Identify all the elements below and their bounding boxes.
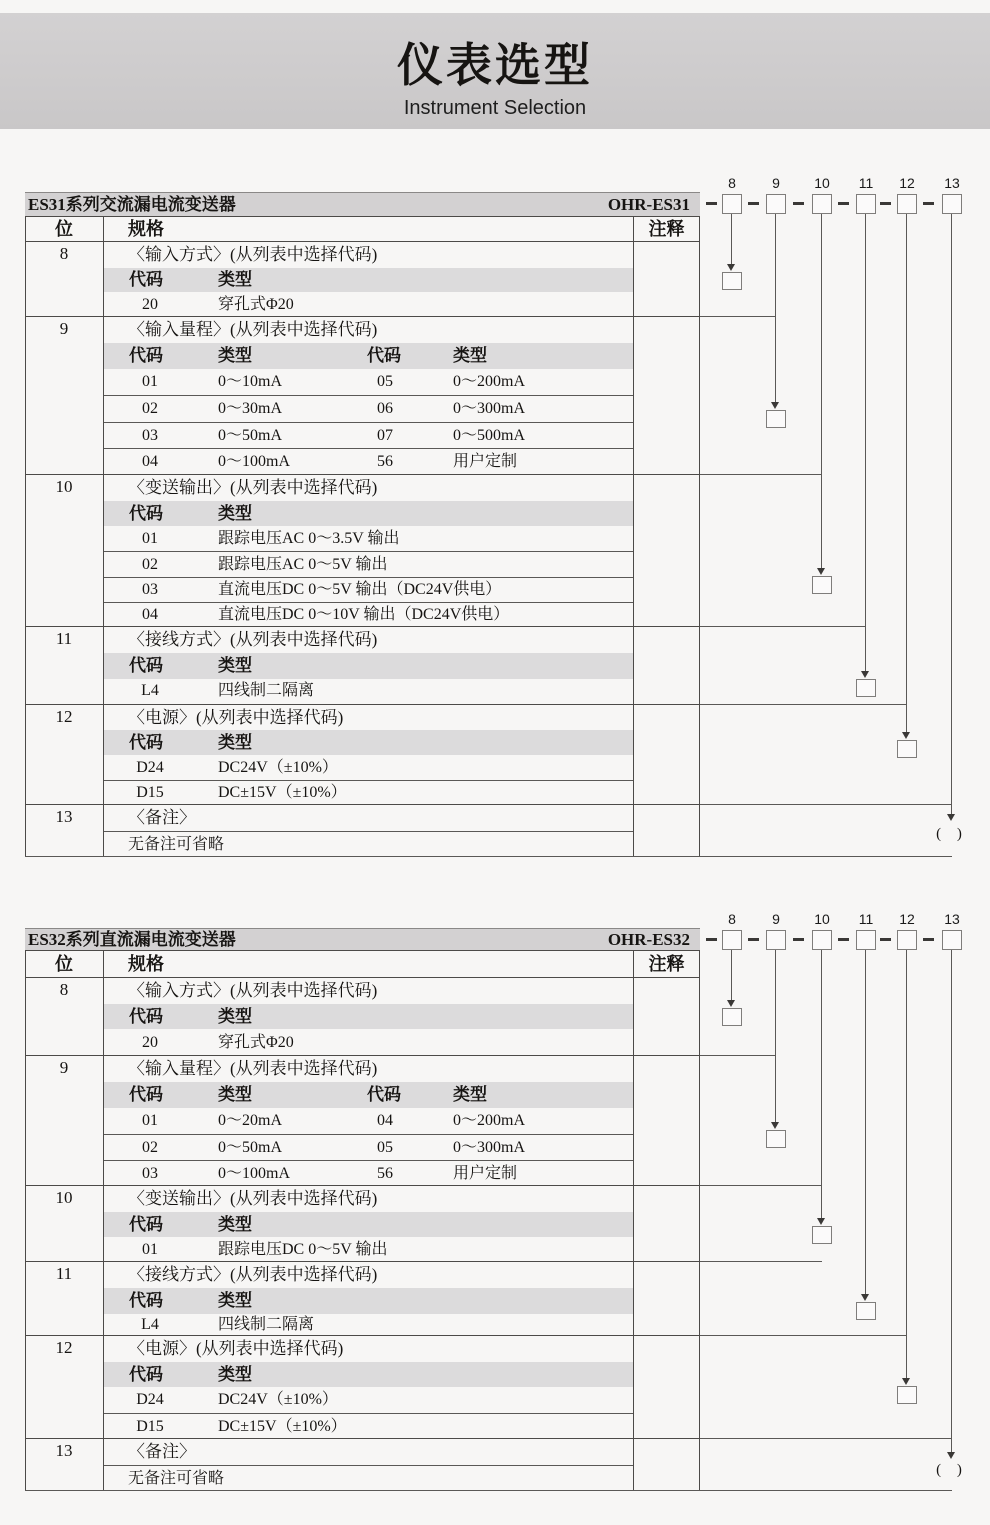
dash-separator <box>793 202 804 205</box>
connector-line <box>700 704 907 705</box>
target-box-8 <box>722 272 742 290</box>
connector-line <box>700 316 776 317</box>
table-row <box>25 704 700 805</box>
row-pos: 13 <box>55 1441 73 1460</box>
option-row <box>103 602 633 628</box>
code-value: 01 <box>142 1112 158 1129</box>
type-value: 0～200mA <box>453 1112 526 1129</box>
code-header-band <box>103 268 633 292</box>
code-col-header: 代码 <box>129 346 163 365</box>
row-label: 〈接线方式〉(从列表中选择代码) <box>128 1265 378 1284</box>
target-box-8 <box>722 1008 742 1026</box>
option-row <box>103 448 633 476</box>
code-box-10 <box>812 930 832 950</box>
code-box-11 <box>856 194 876 214</box>
table-title-bar <box>25 192 700 217</box>
type-value: 跟踪电压AC 0～5V 输出 <box>218 556 388 573</box>
connector-line <box>821 950 822 1219</box>
table-row <box>25 474 700 627</box>
arrow-down-icon <box>947 1452 955 1459</box>
code-header-band <box>103 343 633 369</box>
connector-line <box>906 950 907 1379</box>
connector-line <box>775 214 776 403</box>
row-label: 〈输入量程〉(从列表中选择代码) <box>128 1059 378 1078</box>
code-digit-10: 10 <box>814 175 830 191</box>
code-value: 05 <box>377 373 393 390</box>
row-pos: 13 <box>55 807 73 826</box>
code-col-header: 代码 <box>129 1007 163 1026</box>
type-col-header: 类型 <box>218 1365 252 1384</box>
arrow-down-icon <box>861 671 869 678</box>
row-label: 〈输入方式〉(从列表中选择代码) <box>128 981 378 1000</box>
code-header-band <box>103 730 633 755</box>
code-box-13 <box>942 930 962 950</box>
code-value: 01 <box>142 373 158 390</box>
option-row <box>103 1160 633 1187</box>
connector-line <box>700 804 952 805</box>
es31-selection-table <box>25 175 968 892</box>
row-pos: 11 <box>55 1264 73 1283</box>
row-label: 〈输入方式〉(从列表中选择代码) <box>128 245 378 264</box>
code-value: 02 <box>142 556 158 573</box>
option-row <box>103 577 633 603</box>
row-label: 〈电源〉(从列表中选择代码) <box>128 708 344 727</box>
code-value: L4 <box>141 682 159 699</box>
option-row <box>103 780 633 806</box>
code-header-band <box>103 1082 633 1108</box>
code-value: L4 <box>141 1316 159 1333</box>
code-header-band <box>103 1004 633 1029</box>
row-pos: 8 <box>59 980 69 999</box>
table-row <box>25 626 700 705</box>
arrow-down-icon <box>902 732 910 739</box>
code-value: 04 <box>142 453 158 470</box>
option-row <box>103 422 633 449</box>
code-value: D24 <box>136 1391 164 1408</box>
row-pos: 9 <box>59 319 69 338</box>
type-value: 0～300mA <box>453 400 526 417</box>
code-box-9 <box>766 930 786 950</box>
table-bottom-line <box>25 1490 952 1491</box>
pos-col-header: 位 <box>55 219 73 239</box>
option-row <box>103 1413 633 1440</box>
connector-line <box>951 214 952 814</box>
option-row <box>103 551 633 578</box>
code-value: 56 <box>377 453 393 470</box>
table-row <box>25 804 700 857</box>
row-label: 〈电源〉(从列表中选择代码) <box>128 1339 344 1358</box>
type-col-header: 类型 <box>218 656 252 675</box>
option-row <box>103 679 633 705</box>
dash-separator <box>706 202 717 205</box>
table-bottom-line <box>25 856 952 857</box>
arrow-down-icon <box>817 1218 825 1225</box>
type-value: 0～50mA <box>218 427 283 444</box>
option-row <box>103 1237 633 1262</box>
option-row <box>103 1465 633 1492</box>
code-digit-11: 11 <box>858 911 874 927</box>
type-value: 直流电压DC 0～10V 输出（DC24V供电） <box>218 606 510 623</box>
code-value: D15 <box>136 1418 164 1435</box>
table-row <box>25 241 700 317</box>
table-row <box>25 1185 700 1262</box>
code-col-header: 代码 <box>129 1365 163 1384</box>
option-row <box>103 395 633 423</box>
connector-line <box>700 1261 822 1262</box>
connector-line <box>700 1438 952 1439</box>
option-row <box>103 1134 633 1161</box>
dash-separator <box>923 938 934 941</box>
code-value: 03 <box>142 427 158 444</box>
option-row <box>103 755 633 780</box>
type-value: 穿孔式Φ20 <box>218 296 294 313</box>
row-pos: 12 <box>55 707 73 726</box>
dash-separator <box>880 938 891 941</box>
row-label: 〈变送输出〉(从列表中选择代码) <box>128 1189 378 1208</box>
note-value: 无备注可省略 <box>128 1470 225 1487</box>
connector-line <box>821 214 822 569</box>
divider <box>25 951 26 1490</box>
divider <box>103 951 104 1490</box>
code-box-10 <box>812 194 832 214</box>
divider <box>699 951 700 1490</box>
code-col-header: 代码 <box>367 1085 401 1104</box>
connector-line <box>951 950 952 1452</box>
arrow-down-icon <box>771 1122 779 1129</box>
code-header-band <box>103 1362 633 1387</box>
code-value: 01 <box>142 530 158 547</box>
table-row <box>25 1261 700 1336</box>
code-col-header: 代码 <box>129 1085 163 1104</box>
dash-separator <box>793 938 804 941</box>
series-title: ES32系列直流漏电流变送器 <box>28 930 236 949</box>
type-value: 直流电压DC 0～5V 输出（DC24V供电） <box>218 581 502 598</box>
type-value: 0～30mA <box>218 400 283 417</box>
type-value: 用户定制 <box>453 453 518 470</box>
connector-line <box>700 1335 907 1336</box>
dash-separator <box>748 202 759 205</box>
code-box-8 <box>722 930 742 950</box>
connector-line <box>775 950 776 1123</box>
code-value: 04 <box>377 1112 393 1129</box>
divider <box>633 951 634 1490</box>
connector-line <box>700 626 866 627</box>
option-row <box>103 831 633 858</box>
type-value: 0～10mA <box>218 373 283 390</box>
remark-parens: ( ) <box>936 1462 968 1478</box>
type-value: 四线制二隔离 <box>218 1316 315 1333</box>
code-header-band <box>103 653 633 679</box>
type-value: 四线制二隔离 <box>218 682 315 699</box>
type-value: DC24V（±10%） <box>218 1391 338 1408</box>
table-row <box>25 1438 700 1491</box>
code-value: 02 <box>142 400 158 417</box>
option-row <box>103 1387 633 1413</box>
type-value: DC±15V（±10%） <box>218 1418 347 1435</box>
type-value: 0～500mA <box>453 427 526 444</box>
type-col-header: 类型 <box>453 346 487 365</box>
divider <box>25 217 26 856</box>
type-col-header: 类型 <box>218 504 252 523</box>
type-value: 用户定制 <box>453 1165 518 1182</box>
target-box-9 <box>766 1130 786 1148</box>
target-box-10 <box>812 1226 832 1244</box>
dash-separator <box>880 202 891 205</box>
code-col-header: 代码 <box>129 1291 163 1310</box>
page-title: 仪表选型 <box>397 39 593 91</box>
column-header-row <box>25 217 700 241</box>
target-box-11 <box>856 679 876 697</box>
arrow-down-icon <box>817 568 825 575</box>
target-box-12 <box>897 740 917 758</box>
code-col-header: 代码 <box>129 1215 163 1234</box>
table-row <box>25 316 700 475</box>
type-col-header: 类型 <box>218 733 252 752</box>
target-box-9 <box>766 410 786 428</box>
note-value: 无备注可省略 <box>128 836 225 853</box>
row-pos: 9 <box>59 1058 69 1077</box>
code-header-band <box>103 1288 633 1314</box>
page-header-banner <box>0 13 990 129</box>
connector-line <box>731 214 732 265</box>
row-label: 〈备注〉 <box>128 808 196 827</box>
connector-line <box>906 214 907 733</box>
code-col-header: 代码 <box>129 504 163 523</box>
code-col-header: 代码 <box>129 270 163 289</box>
row-pos: 10 <box>55 477 73 496</box>
row-pos: 11 <box>55 629 73 648</box>
target-box-11 <box>856 1302 876 1320</box>
target-box-10 <box>812 576 832 594</box>
code-value: 20 <box>142 1034 158 1051</box>
type-value: 0～100mA <box>218 453 291 470</box>
code-value: 05 <box>377 1139 393 1156</box>
table-row <box>25 1335 700 1439</box>
type-value: 0～50mA <box>218 1139 283 1156</box>
page-subtitle: Instrument Selection <box>403 97 587 119</box>
spec-col-header: 规格 <box>128 954 164 974</box>
code-value: 56 <box>377 1165 393 1182</box>
arrow-down-icon <box>902 1378 910 1385</box>
code-value: 06 <box>377 400 393 417</box>
column-header-row <box>25 951 700 977</box>
connector-line <box>700 1055 776 1056</box>
spec-col-header: 规格 <box>128 219 164 239</box>
type-value: 0～200mA <box>453 373 526 390</box>
note-col-header: 注释 <box>648 954 685 974</box>
row-pos: 12 <box>55 1338 73 1357</box>
code-col-header: 代码 <box>129 733 163 752</box>
connector-line <box>865 214 866 672</box>
type-col-header: 类型 <box>218 270 252 289</box>
code-digit-13: 13 <box>944 911 960 927</box>
dash-separator <box>748 938 759 941</box>
dash-separator <box>838 202 849 205</box>
code-value: 01 <box>142 1241 158 1258</box>
model-code: OHR-ES32 <box>607 930 690 949</box>
divider <box>699 217 700 856</box>
code-digit-12: 12 <box>899 911 915 927</box>
row-pos: 8 <box>59 244 69 263</box>
code-digit-8: 8 <box>728 175 736 191</box>
table-title-bar <box>25 928 700 951</box>
type-value: 跟踪电压DC 0～5V 输出 <box>218 1241 388 1258</box>
code-col-header: 代码 <box>129 656 163 675</box>
code-box-11 <box>856 930 876 950</box>
model-code: OHR-ES31 <box>607 195 690 214</box>
dash-separator <box>838 938 849 941</box>
code-header-band <box>103 501 633 526</box>
target-box-12 <box>897 1386 917 1404</box>
type-value: 0～300mA <box>453 1139 526 1156</box>
code-value: 03 <box>142 1165 158 1182</box>
row-label: 〈变送输出〉(从列表中选择代码) <box>128 478 378 497</box>
option-row <box>103 1029 633 1056</box>
arrow-down-icon <box>771 402 779 409</box>
type-value: 穿孔式Φ20 <box>218 1034 294 1051</box>
dash-separator <box>923 202 934 205</box>
code-digit-9: 9 <box>772 175 780 191</box>
type-value: 0～100mA <box>218 1165 291 1182</box>
type-col-header: 类型 <box>453 1085 487 1104</box>
option-row <box>103 369 633 395</box>
connector-line <box>731 950 732 1001</box>
code-digit-9: 9 <box>772 911 780 927</box>
row-label: 〈接线方式〉(从列表中选择代码) <box>128 630 378 649</box>
table-row <box>25 1055 700 1186</box>
option-row <box>103 526 633 551</box>
row-pos: 10 <box>55 1188 73 1207</box>
code-value: 04 <box>142 606 158 623</box>
option-row <box>103 1314 633 1336</box>
code-digit-11: 11 <box>858 175 874 191</box>
code-box-8 <box>722 194 742 214</box>
connector-line <box>700 474 822 475</box>
type-col-header: 类型 <box>218 346 252 365</box>
pos-col-header: 位 <box>55 954 73 974</box>
code-box-12 <box>897 194 917 214</box>
code-digit-13: 13 <box>944 175 960 191</box>
code-digit-12: 12 <box>899 175 915 191</box>
type-col-header: 类型 <box>218 1007 252 1026</box>
arrow-down-icon <box>727 264 735 271</box>
code-value: 03 <box>142 581 158 598</box>
option-row <box>103 1108 633 1134</box>
code-box-9 <box>766 194 786 214</box>
code-col-header: 代码 <box>367 346 401 365</box>
option-row <box>103 292 633 317</box>
type-col-header: 类型 <box>218 1085 252 1104</box>
row-label: 〈输入量程〉(从列表中选择代码) <box>128 320 378 339</box>
remark-parens: ( ) <box>936 826 968 842</box>
code-value: 20 <box>142 296 158 313</box>
code-value: 07 <box>377 427 393 444</box>
code-digit-8: 8 <box>728 911 736 927</box>
divider <box>103 217 104 856</box>
table-row <box>25 977 700 1056</box>
dash-separator <box>706 938 717 941</box>
code-digit-10: 10 <box>814 911 830 927</box>
code-value: D24 <box>136 759 164 776</box>
type-col-header: 类型 <box>218 1215 252 1234</box>
arrow-down-icon <box>861 1294 869 1301</box>
type-value: 0～20mA <box>218 1112 283 1129</box>
arrow-down-icon <box>727 1000 735 1007</box>
code-box-13 <box>942 194 962 214</box>
code-value: D15 <box>136 784 164 801</box>
type-value: DC±15V（±10%） <box>218 784 347 801</box>
type-col-header: 类型 <box>218 1291 252 1310</box>
type-value: 跟踪电压AC 0～3.5V 输出 <box>218 530 400 547</box>
connector-line <box>865 950 866 1295</box>
type-value: DC24V（±10%） <box>218 759 338 776</box>
code-value: 02 <box>142 1139 158 1156</box>
arrow-down-icon <box>947 814 955 821</box>
es32-selection-table <box>25 911 968 1525</box>
connector-line <box>700 1185 822 1186</box>
code-box-12 <box>897 930 917 950</box>
row-label: 〈备注〉 <box>128 1442 196 1461</box>
note-col-header: 注释 <box>648 219 685 239</box>
code-header-band <box>103 1212 633 1237</box>
series-title: ES31系列交流漏电流变送器 <box>28 195 236 214</box>
divider <box>633 217 634 856</box>
